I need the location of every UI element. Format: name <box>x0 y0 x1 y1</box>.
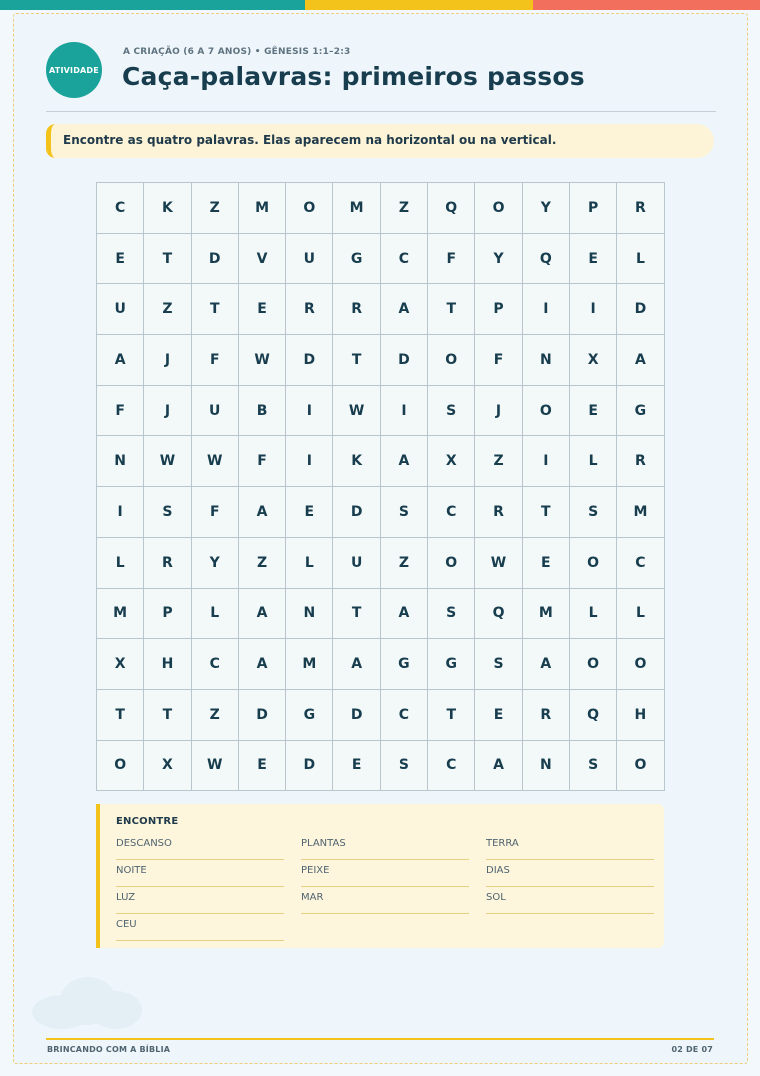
grid-cell[interactable]: A <box>239 487 286 538</box>
grid-cell[interactable]: Y <box>192 538 239 589</box>
word-list-item: TERRA <box>486 834 654 860</box>
grid-cell[interactable]: L <box>286 538 333 589</box>
grid-cell[interactable]: C <box>192 639 239 690</box>
grid-cell[interactable]: M <box>239 183 286 234</box>
grid-cell[interactable]: Q <box>428 183 475 234</box>
grid-cell[interactable]: Z <box>192 183 239 234</box>
grid-cell[interactable]: Z <box>475 436 522 487</box>
page-title: Caça-palavras: primeiros passos <box>122 62 585 91</box>
grid-cell[interactable]: D <box>617 284 664 335</box>
grid-cell[interactable]: S <box>428 589 475 640</box>
grid-cell[interactable]: T <box>428 690 475 741</box>
grid-cell[interactable]: G <box>617 386 664 437</box>
word-list-item: SOL <box>486 888 654 914</box>
cloud-decoration <box>32 975 142 1033</box>
grid-cell[interactable]: T <box>333 335 380 386</box>
grid-cell[interactable]: P <box>570 183 617 234</box>
grid-cell[interactable]: S <box>570 487 617 538</box>
top-bar-coral-segment <box>533 0 760 10</box>
grid-cell[interactable]: T <box>333 589 380 640</box>
footer-divider <box>46 1038 714 1040</box>
grid-cell[interactable]: A <box>475 741 522 792</box>
grid-cell[interactable]: T <box>97 690 144 741</box>
grid-cell[interactable]: O <box>428 538 475 589</box>
grid-cell[interactable]: M <box>97 589 144 640</box>
grid-cell[interactable]: J <box>144 335 191 386</box>
grid-cell[interactable]: H <box>617 690 664 741</box>
grid-cell[interactable]: E <box>523 538 570 589</box>
word-list-item: MAR <box>301 888 469 914</box>
footer-page-number: 02 DE 07 <box>671 1045 713 1054</box>
grid-cell[interactable]: I <box>286 436 333 487</box>
grid-cell[interactable]: E <box>286 487 333 538</box>
grid-cell[interactable]: I <box>570 284 617 335</box>
grid-cell[interactable]: Q <box>475 589 522 640</box>
grid-cell[interactable]: T <box>144 234 191 285</box>
grid-cell[interactable]: S <box>475 639 522 690</box>
grid-cell[interactable]: F <box>97 386 144 437</box>
grid-cell[interactable]: R <box>286 284 333 335</box>
grid-cell[interactable]: O <box>617 741 664 792</box>
grid-cell[interactable]: Z <box>192 690 239 741</box>
lesson-eyebrow: A CRIAÇÃO (6 A 7 ANOS) • GÊNESIS 1:1–2:3 <box>123 47 351 57</box>
grid-cell[interactable]: K <box>144 183 191 234</box>
grid-cell[interactable]: W <box>192 436 239 487</box>
grid-cell[interactable]: D <box>286 741 333 792</box>
grid-cell[interactable]: W <box>475 538 522 589</box>
grid-cell[interactable]: Q <box>570 690 617 741</box>
grid-cell[interactable]: M <box>286 639 333 690</box>
grid-cell[interactable]: J <box>475 386 522 437</box>
grid-cell[interactable]: J <box>144 386 191 437</box>
grid-cell[interactable]: P <box>475 284 522 335</box>
grid-cell[interactable]: A <box>523 639 570 690</box>
grid-cell[interactable]: O <box>570 538 617 589</box>
grid-cell[interactable]: L <box>617 234 664 285</box>
grid-cell[interactable]: S <box>381 741 428 792</box>
grid-cell[interactable]: T <box>523 487 570 538</box>
footer-series-title: BRINCANDO COM A BÍBLIA <box>47 1045 171 1054</box>
grid-cell[interactable]: W <box>192 741 239 792</box>
grid-cell[interactable]: L <box>192 589 239 640</box>
grid-cell[interactable]: X <box>428 436 475 487</box>
grid-cell[interactable]: S <box>144 487 191 538</box>
grid-cell[interactable]: V <box>239 234 286 285</box>
grid-cell[interactable]: I <box>97 487 144 538</box>
word-list <box>116 834 654 942</box>
grid-cell[interactable]: A <box>239 639 286 690</box>
grid-cell[interactable]: U <box>192 386 239 437</box>
grid-cell[interactable]: O <box>570 639 617 690</box>
grid-cell[interactable]: R <box>333 284 380 335</box>
grid-cell[interactable]: F <box>428 234 475 285</box>
grid-cell[interactable]: C <box>381 690 428 741</box>
grid-cell[interactable]: U <box>97 284 144 335</box>
grid-cell[interactable]: G <box>428 639 475 690</box>
grid-cell[interactable]: E <box>570 386 617 437</box>
grid-cell[interactable]: E <box>239 284 286 335</box>
grid-cell[interactable]: H <box>144 639 191 690</box>
grid-cell[interactable]: Q <box>523 234 570 285</box>
word-list-title: ENCONTRE <box>116 816 179 827</box>
grid-cell[interactable]: A <box>97 335 144 386</box>
instruction-text: Encontre as quatro palavras. Elas aparecem na horizontal ou na vertical. <box>63 133 557 147</box>
grid-cell[interactable]: E <box>239 741 286 792</box>
grid-cell[interactable]: D <box>333 690 380 741</box>
grid-cell[interactable]: F <box>475 335 522 386</box>
grid-cell[interactable]: E <box>97 234 144 285</box>
grid-cell[interactable]: A <box>617 335 664 386</box>
grid-cell[interactable]: S <box>570 741 617 792</box>
grid-cell[interactable]: R <box>617 183 664 234</box>
grid-cell[interactable]: I <box>381 386 428 437</box>
grid-cell[interactable]: D <box>286 335 333 386</box>
word-list-item: PEIXE <box>301 861 469 887</box>
grid-cell[interactable]: I <box>523 284 570 335</box>
grid-cell[interactable]: C <box>381 234 428 285</box>
grid-cell[interactable]: S <box>428 386 475 437</box>
grid-cell[interactable]: L <box>570 436 617 487</box>
grid-cell[interactable]: A <box>239 589 286 640</box>
grid-cell[interactable]: G <box>381 639 428 690</box>
grid-cell[interactable]: T <box>192 284 239 335</box>
grid-cell[interactable]: T <box>144 690 191 741</box>
grid-cell[interactable]: R <box>144 538 191 589</box>
grid-cell[interactable]: Z <box>381 538 428 589</box>
grid-cell[interactable]: G <box>333 234 380 285</box>
grid-cell[interactable]: A <box>381 589 428 640</box>
grid-cell[interactable]: R <box>475 487 522 538</box>
grid-cell[interactable]: D <box>333 487 380 538</box>
word-list-item: DESCANSO <box>116 834 284 860</box>
grid-cell[interactable]: S <box>381 487 428 538</box>
grid-cell[interactable]: P <box>144 589 191 640</box>
grid-cell[interactable]: O <box>617 639 664 690</box>
grid-cell[interactable]: W <box>144 436 191 487</box>
grid-cell[interactable]: E <box>333 741 380 792</box>
grid-cell[interactable]: X <box>144 741 191 792</box>
top-bar-teal-segment <box>0 0 305 10</box>
top-bar-yellow-segment <box>305 0 533 10</box>
grid-cell[interactable]: G <box>286 690 333 741</box>
grid-cell[interactable]: C <box>97 183 144 234</box>
grid-cell[interactable]: Z <box>381 183 428 234</box>
grid-cell[interactable]: O <box>97 741 144 792</box>
grid-cell[interactable]: O <box>428 335 475 386</box>
grid-cell[interactable]: T <box>428 284 475 335</box>
word-list-item: PLANTAS <box>301 834 469 860</box>
instruction-callout <box>46 124 714 158</box>
word-list-item: DIAS <box>486 861 654 887</box>
grid-cell[interactable]: X <box>570 335 617 386</box>
grid-cell[interactable]: D <box>381 335 428 386</box>
grid-cell[interactable]: Z <box>144 284 191 335</box>
grid-cell[interactable]: N <box>97 436 144 487</box>
grid-cell[interactable]: U <box>333 538 380 589</box>
grid-cell[interactable]: O <box>286 183 333 234</box>
grid-cell[interactable]: M <box>523 589 570 640</box>
grid-cell[interactable]: R <box>523 690 570 741</box>
grid-cell[interactable]: C <box>428 487 475 538</box>
grid-cell[interactable]: M <box>617 487 664 538</box>
grid-cell[interactable]: E <box>570 234 617 285</box>
grid-cell[interactable]: X <box>97 639 144 690</box>
grid-cell[interactable]: O <box>523 386 570 437</box>
grid-cell[interactable]: B <box>239 386 286 437</box>
grid-cell[interactable]: N <box>286 589 333 640</box>
grid-cell[interactable]: I <box>286 386 333 437</box>
grid-cell[interactable]: R <box>617 436 664 487</box>
grid-cell[interactable]: Z <box>239 538 286 589</box>
grid-cell[interactable]: U <box>286 234 333 285</box>
grid-cell[interactable]: W <box>239 335 286 386</box>
grid-cell[interactable]: A <box>381 436 428 487</box>
grid-cell[interactable]: L <box>570 589 617 640</box>
grid-cell[interactable]: M <box>333 183 380 234</box>
grid-cell[interactable]: D <box>192 234 239 285</box>
grid-cell[interactable]: Y <box>523 183 570 234</box>
grid-cell[interactable]: F <box>192 487 239 538</box>
top-color-bar <box>0 0 760 10</box>
grid-cell[interactable]: L <box>617 589 664 640</box>
grid-cell[interactable]: I <box>523 436 570 487</box>
activity-badge: ATIVIDADE <box>46 42 102 98</box>
grid-cell[interactable]: Y <box>475 234 522 285</box>
word-search-grid <box>96 182 665 791</box>
grid-cell[interactable]: C <box>617 538 664 589</box>
word-list-item: LUZ <box>116 888 284 914</box>
grid-cell[interactable]: D <box>239 690 286 741</box>
grid-cell[interactable]: C <box>428 741 475 792</box>
word-list-box <box>96 804 664 948</box>
grid-cell[interactable]: A <box>381 284 428 335</box>
word-list-item: CEU <box>116 915 284 941</box>
grid-cell[interactable]: L <box>97 538 144 589</box>
grid-cell[interactable]: O <box>475 183 522 234</box>
grid-cell[interactable]: A <box>333 639 380 690</box>
header-divider <box>46 111 716 112</box>
grid-cell[interactable]: K <box>333 436 380 487</box>
word-list-item: NOITE <box>116 861 284 887</box>
grid-cell[interactable]: F <box>239 436 286 487</box>
grid-cell[interactable]: N <box>523 335 570 386</box>
grid-cell[interactable]: W <box>333 386 380 437</box>
grid-cell[interactable]: E <box>475 690 522 741</box>
grid-cell[interactable]: N <box>523 741 570 792</box>
grid-cell[interactable]: F <box>192 335 239 386</box>
